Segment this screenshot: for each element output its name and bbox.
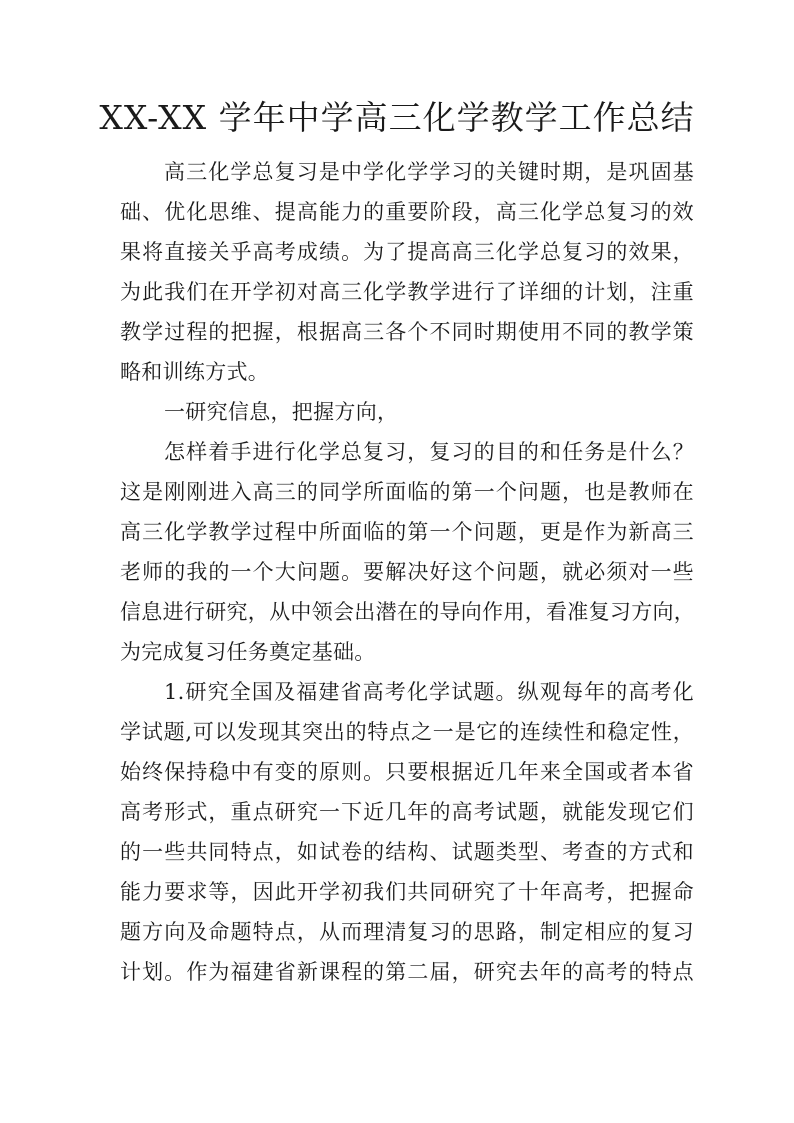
paragraph-line: 高考形式，重点研究一下近几年的高考试题，就能发现它们 xyxy=(120,800,694,824)
paragraph-line: 础、优化思维、提高能力的重要阶段，高三化学总复习的效 xyxy=(120,200,694,224)
paragraph-line: 怎样着手进行化学总复习，复习的目的和任务是什么？ xyxy=(164,440,694,464)
paragraph-line: 略和训练方式。 xyxy=(120,360,270,384)
paragraph-line: 这是刚刚进入高三的同学所面临的第一个问题，也是教师在 xyxy=(120,480,694,504)
paragraph-line: 高三化学教学过程中所面临的第一个问题，更是作为新高三 xyxy=(120,520,694,544)
paragraph-line: 始终保持稳中有变的原则。只要根据近几年来全国或者本省 xyxy=(120,760,694,784)
paragraph-line: 高三化学总复习是中学化学学习的关键时期，是巩固基 xyxy=(164,160,694,184)
paragraph-line: 为此我们在开学初对高三化学教学进行了详细的计划，注重 xyxy=(120,280,694,304)
paragraph-line: 信息进行研究，从中领会出潜在的导向作用，看准复习方向， xyxy=(120,600,696,624)
paragraph-line: 教学过程的把握，根据高三各个不同时期使用不同的教学策 xyxy=(120,320,694,344)
paragraph-line: 1.研究全国及福建省高考化学试题。纵观每年的高考化 xyxy=(164,680,694,704)
paragraph-line: 计划。作为福建省新课程的第二届，研究去年的高考的特点 xyxy=(120,960,694,984)
paragraph-line: 为完成复习任务奠定基础。 xyxy=(120,640,376,664)
paragraph-line: 老师的我的一个大问题。要解决好这个问题，就必须对一些 xyxy=(120,560,694,584)
paragraph-line: 果将直接关乎高考成绩。为了提高高三化学总复习的效果， xyxy=(120,240,694,264)
document-body xyxy=(120,152,694,992)
section-heading: 一研究信息，把握方向， xyxy=(164,400,399,424)
paragraph-line: 的一些共同特点，如试卷的结构、试题类型、考查的方式和 xyxy=(120,840,694,864)
paragraph-line: 学试题,可以发现其突出的特点之一是它的连续性和稳定性， xyxy=(120,720,694,744)
paragraph-line: 题方向及命题特点，从而理清复习的思路，制定相应的复习 xyxy=(120,920,694,944)
document-title: XX-XX 学年中学高三化学教学工作总结 xyxy=(99,98,695,137)
paragraph-line: 能力要求等，因此开学初我们共同研究了十年高考，把握命 xyxy=(120,880,694,904)
